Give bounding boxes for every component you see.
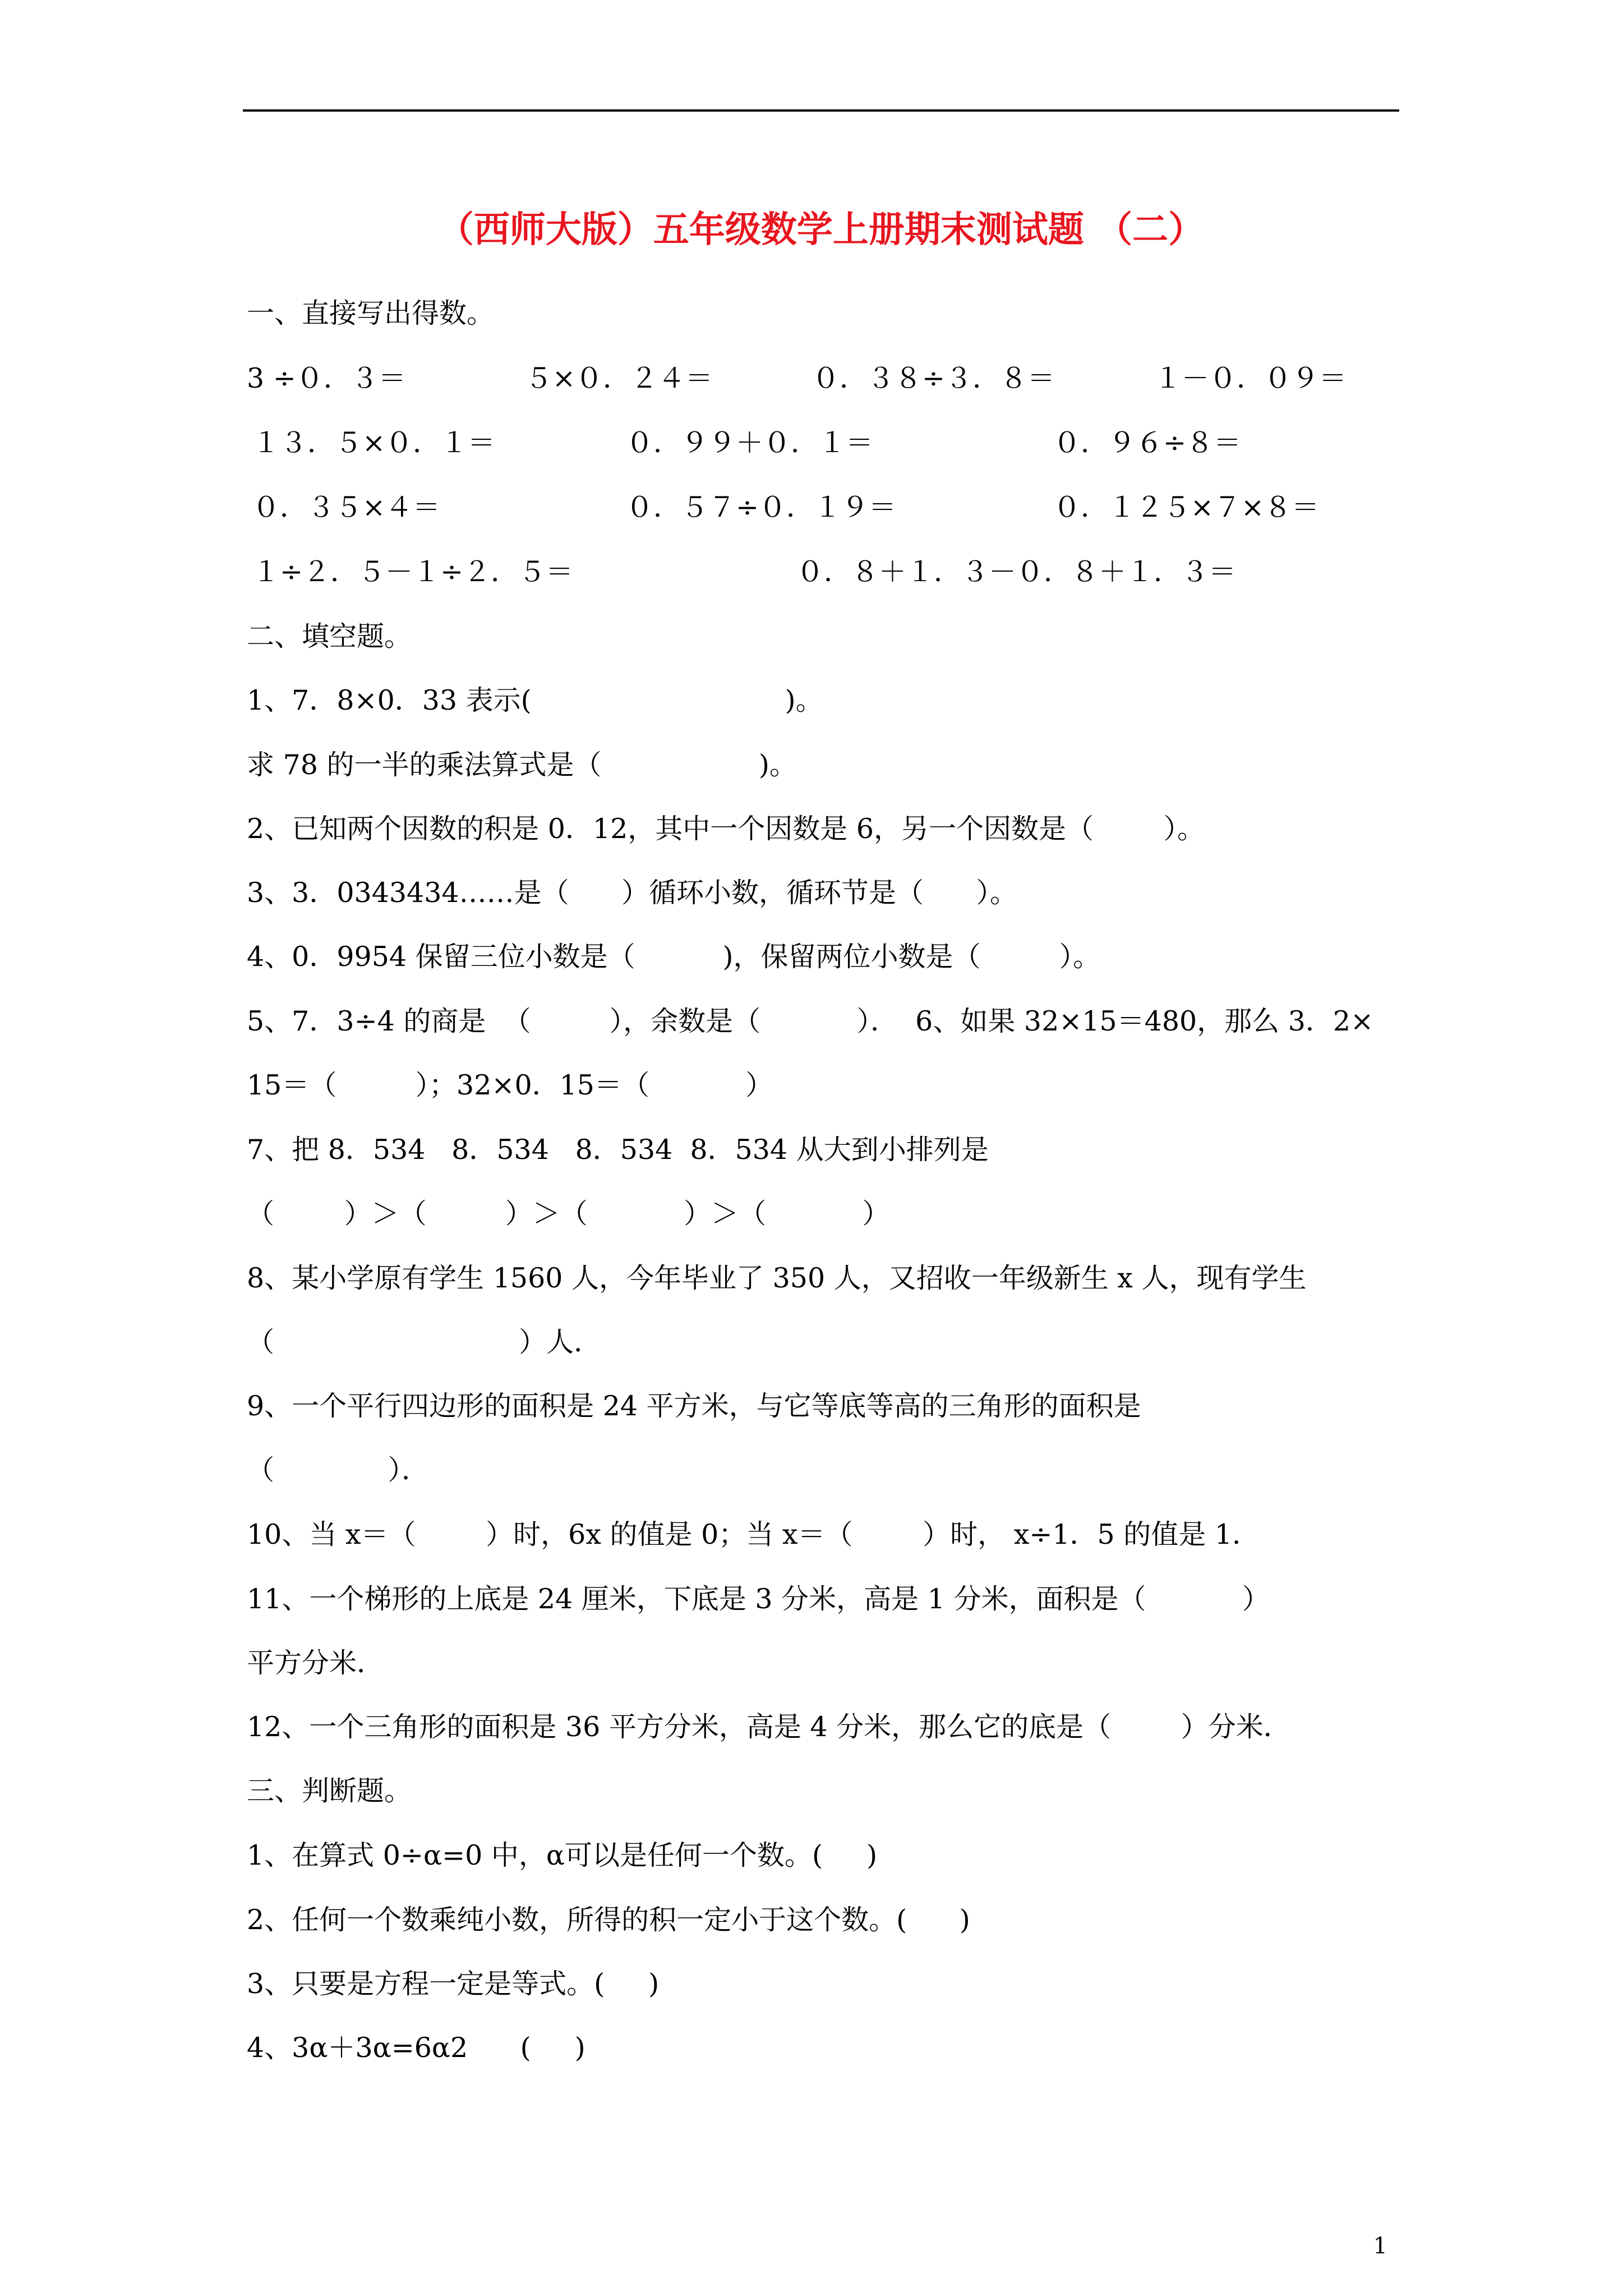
- question-line: 10、当 x＝（ ）时，6x 的值是 0；当 x＝（ ）时， x÷1．5 的值是 1．: [247, 1519, 1260, 1550]
- question-line: 平方分米．: [247, 1647, 385, 1679]
- page-title: （西师大版）五年级数学上册期末测试题 （二）: [437, 209, 1205, 251]
- question-line: 4、0．9954 保留三位小数是（ )，保留两位小数是（ ）。: [247, 941, 1101, 973]
- header-rule: [243, 109, 1399, 112]
- calc-item: 3 ÷０．３＝: [247, 362, 406, 394]
- question-line: （ ）＞（ ）＞（ ）＞（ ）: [247, 1198, 890, 1230]
- question-line: 7、把 8．534 8．534 8．534 8．534 从大到小排列是: [247, 1134, 989, 1166]
- question-line: 3、3．0343434……是（ ）循环小数，循环节是（ ）。: [247, 877, 1017, 909]
- judgement-line: 2、任何一个数乘纯小数，所得的积一定小于这个数。( ): [247, 1904, 970, 1936]
- calc-item: ０．３５×４＝: [252, 491, 441, 523]
- question-line: 15＝（ ）；32×0．15＝（ ）: [247, 1069, 773, 1101]
- judgement-line: 4、3α＋3α=6α2 ( ): [247, 2032, 585, 2064]
- calc-item: ０．９９＋０．１＝: [626, 427, 874, 459]
- calc-item: ５×０．２４＝: [525, 362, 713, 394]
- calc-item: １÷２．５－１÷２．５＝: [252, 556, 574, 588]
- question-line: 12、一个三角形的面积是 36 平方分米，高是 4 分米，那么它的底是（ ）分米．: [247, 1711, 1291, 1743]
- question-line: 11、一个梯形的上底是 24 厘米，下底是 3 分米，高是 1 分米，面积是（ ）: [247, 1583, 1270, 1615]
- judgement-line: 1、在算式 0÷α=0 中，α可以是任何一个数。( ): [247, 1839, 878, 1871]
- question-line: 求 78 的一半的乘法算式是（ )。: [247, 749, 797, 781]
- section2-heading: 二、填空题。: [247, 620, 412, 652]
- calc-item: ０．３８÷３．８＝: [812, 362, 1055, 394]
- question-line: 9、一个平行四边形的面积是 24 平方米，与它等底等高的三角形的面积是: [247, 1390, 1141, 1422]
- calc-item: ０．８＋１．３－０．８＋１．３＝: [796, 556, 1237, 588]
- question-line: （ ）人．: [247, 1326, 602, 1358]
- calc-item: ０．５７÷０．１９＝: [626, 491, 897, 523]
- calc-item: ０．１２５×７×８＝: [1053, 491, 1320, 523]
- calc-item: １３．５×０．１＝: [252, 427, 496, 459]
- question-line: （ ）．: [247, 1454, 429, 1486]
- question-line: 5、7．3÷4 的商是 （ ），余数是（ ）． 6、如果 32×15＝480，那么 3．2×: [247, 1005, 1374, 1037]
- question-line: 1、7．8×0．33 表示( )。: [247, 684, 823, 716]
- calc-item: ０．９６÷８＝: [1053, 427, 1242, 459]
- page-number: 1: [1373, 2233, 1387, 2259]
- question-line: 2、已知两个因数的积是 0．12，其中一个因数是 6，另一个因数是（ ）。: [247, 813, 1205, 845]
- section1-heading: 一、直接写出得数。: [247, 297, 495, 329]
- calc-item: １－０．０９＝: [1154, 362, 1347, 394]
- judgement-line: 3、只要是方程一定是等式。( ): [247, 1968, 660, 2000]
- question-line: 8、某小学原有学生 1560 人，今年毕业了 350 人，又招收一年级新生 x 人，现有学生: [247, 1262, 1307, 1294]
- section3-heading: 三、判断题。: [247, 1775, 412, 1807]
